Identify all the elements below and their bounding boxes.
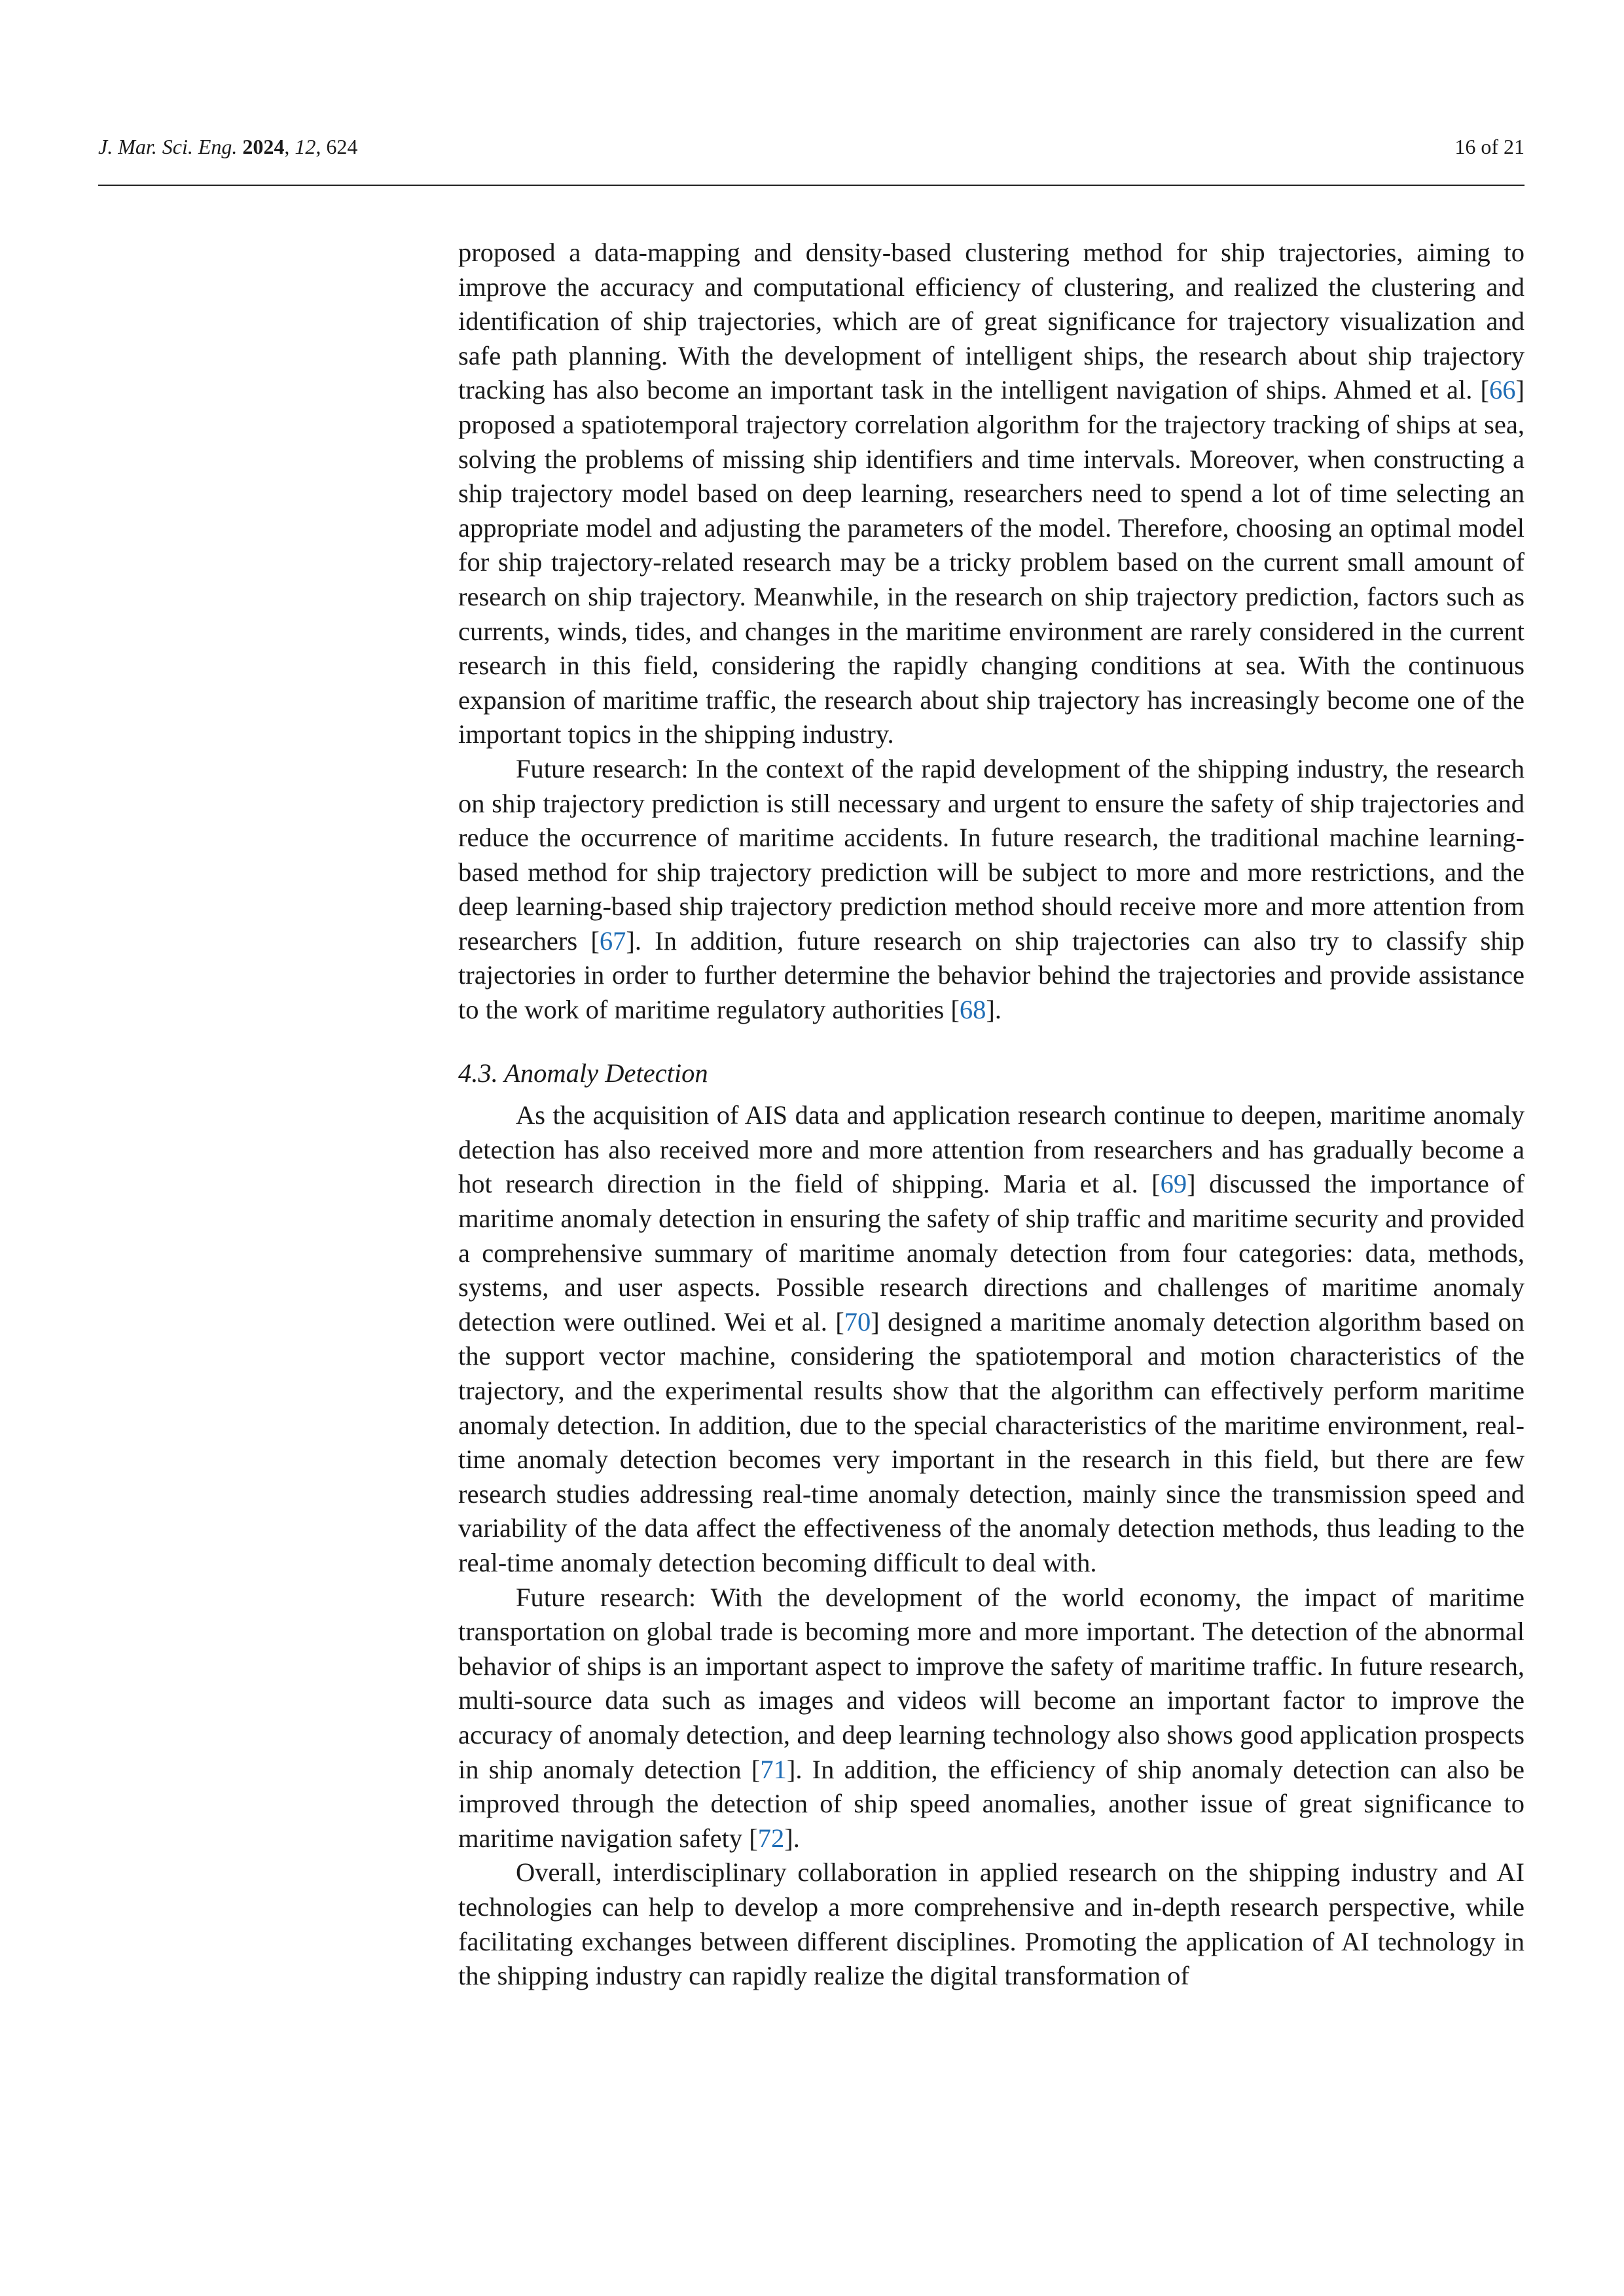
text-run: ]. In addition, future research on ship trajectories can also try to classify ship trajectories in order to further determine the behavior behind the trajectories and provide assistance to the work of maritime regulatory authorities [ xyxy=(458,925,1525,1025)
citation-link[interactable]: 67 xyxy=(599,925,626,956)
citation-link[interactable]: 68 xyxy=(959,995,986,1025)
paragraph-ship-trajectory-continued xyxy=(458,236,1525,752)
text-run: As the acquisition of AIS data and application research continue to deepen, maritime anomaly detection has also received more and more attention from researchers and has gradually become a hot research direction in the field of shipping. Maria et al. [ xyxy=(458,1100,1525,1199)
text-run: ]. xyxy=(784,1823,800,1853)
citation-link[interactable]: 70 xyxy=(844,1306,871,1336)
text-run: ] proposed a spatiotemporal trajectory correlation algorithm for the trajectory tracking of ships at sea, solving the problems of missing ship identifiers and time intervals. Moreover, when constructing a ship trajectory model based on deep learning, researchers need to spend a lot of time selecting an appropriate model and adjusting the parameters of the model. Therefore, choosing an optimal model for ship trajectory-related research may be a tricky problem based on the current small amount of research on ship trajectory. Meanwhile, in the research on ship trajectory prediction, factors such as currents, winds, tides, and changes in the maritime environment are rarely considered in the current research in this field, considering the rapidly changing conditions at sea. With the continuous expansion of maritime traffic, the research about ship trajectory has increasingly become one of the important topics in the shipping industry. xyxy=(458,375,1525,749)
text-run: Overall, interdisciplinary collaboration in applied research on the shipping industry and AI technologies can help to develop a more comprehensive and in-depth research perspective, while facilitating exchanges between different disciplines. Promoting the application of AI technology in the shipping industry can rapidly realize the digital transformation of xyxy=(458,1857,1525,1991)
citation-link[interactable]: 71 xyxy=(760,1754,787,1784)
text-run: ]. xyxy=(986,995,1002,1025)
citation-link[interactable]: 72 xyxy=(757,1823,785,1853)
journal-name: J. Mar. Sci. Eng. xyxy=(98,135,238,158)
citation-link[interactable]: 66 xyxy=(1489,375,1516,405)
paragraph-anomaly-detection xyxy=(458,1098,1525,1580)
text-run: ] discussed the importance of maritime anomaly detection in ensuring the safety of ship traffic and maritime security and provided a comprehensive summary of maritime anomaly detection from four categories: data, methods, systems, and user aspects. Possible research directions and challenges of maritime anomaly detection were outlined. Wei et al. [ xyxy=(458,1169,1525,1336)
article-body xyxy=(458,236,1525,1994)
page-number: 16 of 21 xyxy=(1454,135,1525,158)
running-header xyxy=(98,128,1525,186)
journal-citation: J. Mar. Sci. Eng. 2024, 12, 624 xyxy=(98,135,358,158)
paragraph-overall xyxy=(458,1856,1525,1993)
text-run: proposed a data-mapping and density-based clustering method for ship trajectories, aiming to improve the accuracy and computational efficiency of clustering, and realized the clustering and identification of ship trajectories, which are of great significance for trajectory visualization and safe path planning. With the development of intelligent ships, the research about ship trajectory tracking has also become an important task in the intelligent navigation of ships. Ahmed et al. [ xyxy=(458,238,1525,405)
section-heading: 4.3. Anomaly Detection xyxy=(458,1058,708,1088)
citation-link[interactable]: 69 xyxy=(1160,1169,1187,1199)
journal-volume: 12 xyxy=(295,135,316,158)
paragraph-future-research-anomaly xyxy=(458,1581,1525,1856)
text-run: ]. In addition, the efficiency of ship anomaly detection can also be improved through the detection of ship speed anomalies, another issue of great significance to maritime navigation safety [ xyxy=(458,1754,1525,1853)
text-run: Future research: With the development of the world economy, the impact of maritime transportation on global trade is becoming more and more important. The detection of the abnormal behavior of ships is an important aspect to improve the safety of maritime traffic. In future research, multi-source data such as images and videos will become an important factor to improve the accuracy of anomaly detection, and deep learning technology also shows good application prospects in ship anomaly detection [ xyxy=(458,1582,1525,1784)
journal-year: 2024 xyxy=(242,135,285,158)
text-run: Future research: In the context of the rapid development of the shipping industry, the research on ship trajectory prediction is still necessary and urgent to ensure the safety of ship trajectories and reduce the occurrence of maritime accidents. In future research, the traditional machine learning-based method for ship trajectory prediction will be subject to more and more restrictions, and the deep learning-based ship trajectory prediction method should receive more and more attention from researchers [ xyxy=(458,753,1525,956)
text-run: ] designed a maritime anomaly detection algorithm based on the support vector machine, considering the spatiotemporal and motion characteristics of the trajectory, and the experimental results show that the algorithm can effectively perform maritime anomaly detection. In addition, due to the special characteristics of the maritime environment, real-time anomaly detection becomes very important in the research in this field, but there are few research studies addressing real-time anomaly detection, mainly since the transmission speed and variability of the data affect the effectiveness of the anomaly detection methods, thus leading to the real-time anomaly detection becoming difficult to deal with. xyxy=(458,1306,1525,1577)
paragraph-future-research-trajectory xyxy=(458,752,1525,1028)
journal-article: , 624 xyxy=(316,135,358,158)
